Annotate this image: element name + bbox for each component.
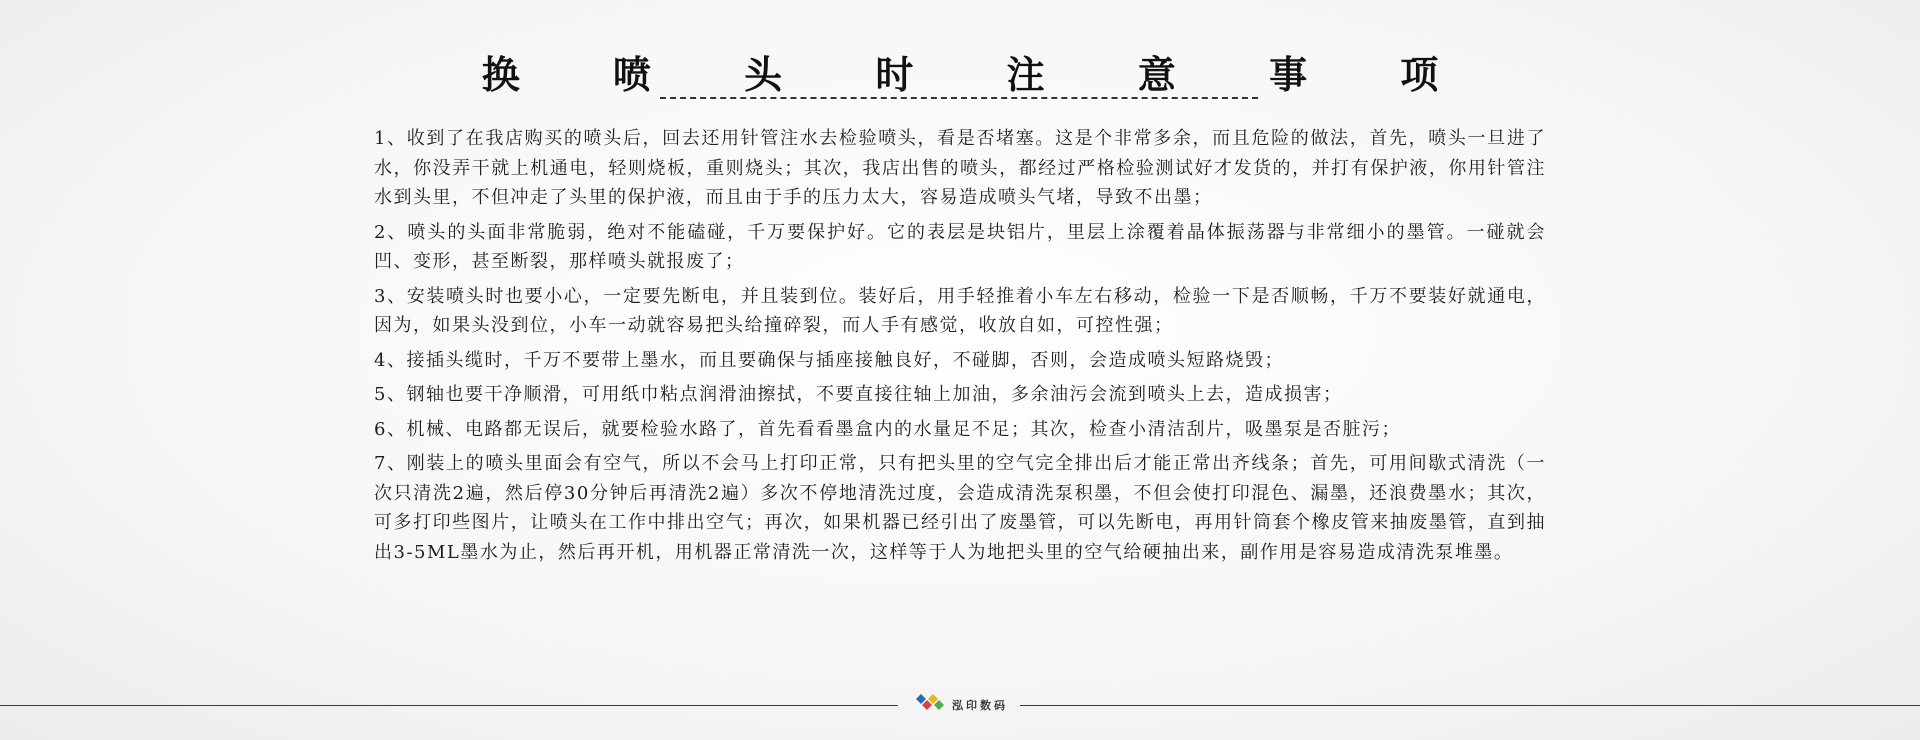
footer-divider-right	[1020, 705, 1920, 706]
footer-divider-left	[0, 705, 898, 706]
four-diamond-logo-icon	[910, 694, 948, 716]
notes-list	[374, 124, 1546, 572]
title-underline	[660, 97, 1258, 99]
page-title: 换 喷 头 时 注 意 事 项	[481, 52, 1479, 97]
note-item-2: 2、喷头的头面非常脆弱，绝对不能磕碰，千万要保护好。它的表层是块铝片，里层上涂覆着晶体振荡器与非常细小的墨管。一碰就会凹、变形，甚至断裂，那样喷头就报废了；	[374, 221, 1546, 272]
note-item-1: 1、收到了在我店购买的喷头后，回去还用针管注水去检验喷头，看是否堵塞。这是个非常多余，而且危险的做法，首先，喷头一旦进了水，你没弄干就上机通电，轻则烧板，重则烧头；其次，我店出售的喷头，都经过严格检验测试好才发货的，并打有保护液，你用针管注水到头里，不但冲走了头里的保护液，而且由于手的压力太大，容易造成喷头气堵，导致不出墨；	[374, 128, 1546, 208]
note-item-6: 6、机械、电路都无误后，就要检验水路了，首先看看墨盒内的水量足不足；其次，检查小清洁刮片，吸墨泵是否脏污；	[374, 418, 1401, 440]
note-item-5: 5、钢轴也要干净顺滑，可用纸巾粘点润滑油擦拭，不要直接往轴上加油，多余油污会流到喷头上去，造成损害；	[374, 384, 1343, 405]
note-item-7: 7、刚装上的喷头里面会有空气，所以不会马上打印正常，只有把头里的空气完全排出后才能正常出齐线条；首先，可用间歇式清洗（一次只清洗2遍，然后停30分钟后再清洗2遍）多次不停地清洗过度，会造成清洗泵积墨，不但会使打印混色、漏墨，还浪费墨水；其次，可多打印些图片，让喷头在工作中排出空气；再次，如果机器已经引出了废墨管，可以先断电，再用针筒套个橡皮管来抽废墨管，直到抽出3-5ML墨水为止，然后再开机，用机器正常清洗一次，这样等于人为地把头里的空气给硬抽出来，副作用是容易造成清洗泵堆墨。	[374, 453, 1546, 563]
note-item-3: 3、安装喷头时也要小心，一定要先断电，并且装到位。装好后，用手轻推着小车左右移动，检验一下是否顺畅，千万不要装好就通电，因为，如果头没到位，小车一动就容易把头给撞碎裂，而人手有感觉，收放自如，可控性强；	[374, 285, 1546, 336]
note-item-4: 4、接插头缆时，千万不要带上墨水，而且要确保与插座接触良好，不碰脚，否则，会造成喷头短路烧毁；	[374, 349, 1284, 371]
brand-name: 泓印数码	[952, 699, 1008, 712]
footer-logo	[910, 694, 1008, 716]
